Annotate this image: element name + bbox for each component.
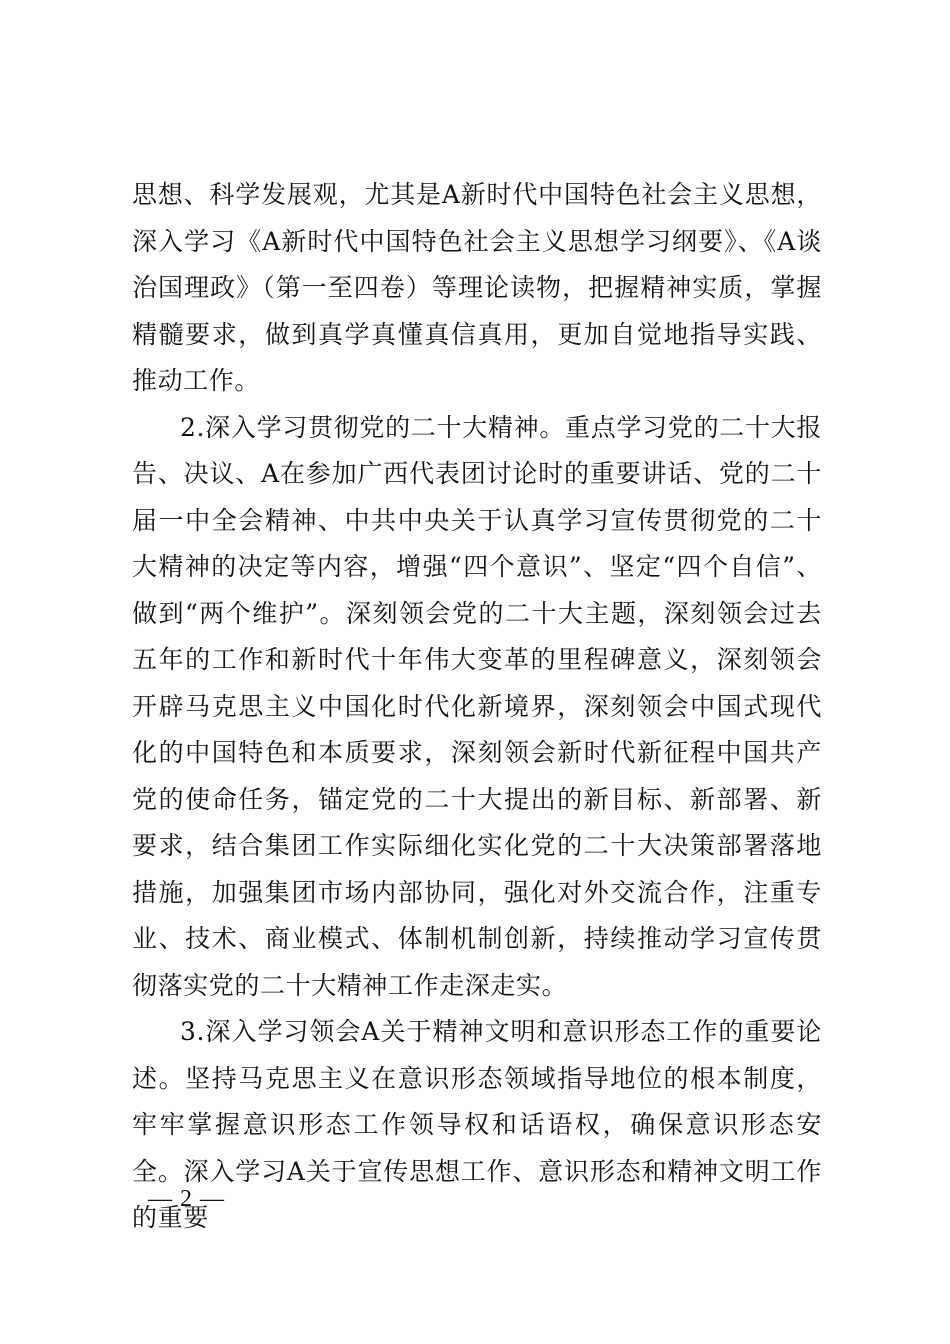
page-number: — 2 — bbox=[148, 1186, 225, 1212]
paragraph-item-2: 2.深入学习贯彻党的二十大精神。重点学习党的二十大报告、决议、A在参加广西代表团讨论时的重要讲话、党的二十届一中全会精神、中共中央关于认真学习宣传贯彻党的二十大精神的决定等内容，增强“四个意识”、坚定“四个自信”、做到“两个维护”。深刻领会党的二十大主题，深刻领会过去五年的工作和新时代十年伟大变革的里程碑意义，深刻领会开辟马克思主义中国化时代化新境界，深刻领会中国式现代化的中国特色和本质要求，深刻领会新时代新征程中国共产党的使命任务，锚定党的二十大提出的新目标、新部署、新要求，结合集团工作实际细化实化党的二十大决策部署落地措施，加强集团市场内部协同，强化对外交流合作，注重专业、技术、商业模式、体制机制创新，持续推动学习宣传贯彻落实党的二十大精神工作走深走实。 bbox=[132, 412, 822, 1000]
document-body bbox=[132, 172, 822, 1242]
paragraph-continued: 思想、科学发展观，尤其是A新时代中国特色社会主义思想，深入学习《A新时代中国特色社会主义思想学习纲要》、《A谈治国理政》（第一至四卷）等理论读物，把握精神实质，掌握精髓要求，做到真学真懂真信真用，更加自觉地指导实践、推动工作。 bbox=[132, 180, 822, 395]
paragraph-item-3: 3.深入学习领会A关于精神文明和意识形态工作的重要论述。坚持马克思主义在意识形态领域指导地位的根本制度，牢牢掌握意识形态工作领导权和话语权，确保意识形态安全。深入学习A关于宣传思想工作、意识形态和精神文明工作的重要 bbox=[132, 1017, 822, 1232]
